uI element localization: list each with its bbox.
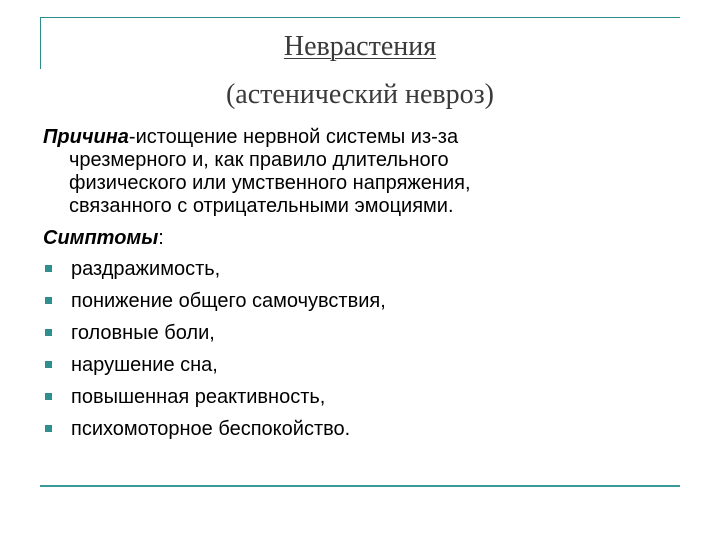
symptoms-label: Симптомы [43, 227, 159, 249]
title-block [100, 30, 620, 112]
cause-text-1: -истощение нервной системы из-за [128, 126, 459, 148]
list-item [43, 352, 683, 384]
square-bullet-icon [45, 393, 52, 400]
list-item [43, 256, 683, 288]
top-rule [40, 17, 680, 18]
symptom-text: раздражимость, [71, 258, 221, 280]
left-rule [40, 17, 41, 69]
symptom-text: нарушение сна, [71, 354, 218, 376]
symptoms-colon: : [158, 227, 164, 249]
cause-line-1 [43, 126, 683, 149]
square-bullet-icon [45, 265, 52, 272]
symptom-text: головные боли, [71, 322, 215, 344]
symptoms-heading [43, 227, 683, 250]
symptom-text: повышенная реактивность, [71, 386, 326, 408]
list-item [43, 416, 683, 448]
slide-content [43, 126, 683, 448]
slide-subtitle: (астенический невроз) [225, 79, 495, 110]
square-bullet-icon [45, 361, 52, 368]
symptom-text: понижение общего самочувствия, [71, 290, 386, 312]
cause-line-3: физического или умственного напряжения, [69, 172, 471, 194]
cause-paragraph [43, 126, 683, 218]
square-bullet-icon [45, 425, 52, 432]
cause-label: Причина [43, 126, 129, 148]
square-bullet-icon [45, 297, 52, 304]
list-item [43, 288, 683, 320]
cause-line-4: связанного с отрицательными эмоциями. [69, 195, 454, 217]
square-bullet-icon [45, 329, 52, 336]
bottom-rule [40, 485, 680, 487]
symptom-text: психомоторное беспокойство. [71, 418, 351, 440]
slide-title: Неврастения [283, 31, 437, 62]
symptoms-list [43, 256, 683, 448]
list-item [43, 384, 683, 416]
cause-line-2: чрезмерного и, как правило длительного [69, 149, 449, 171]
list-item [43, 320, 683, 352]
